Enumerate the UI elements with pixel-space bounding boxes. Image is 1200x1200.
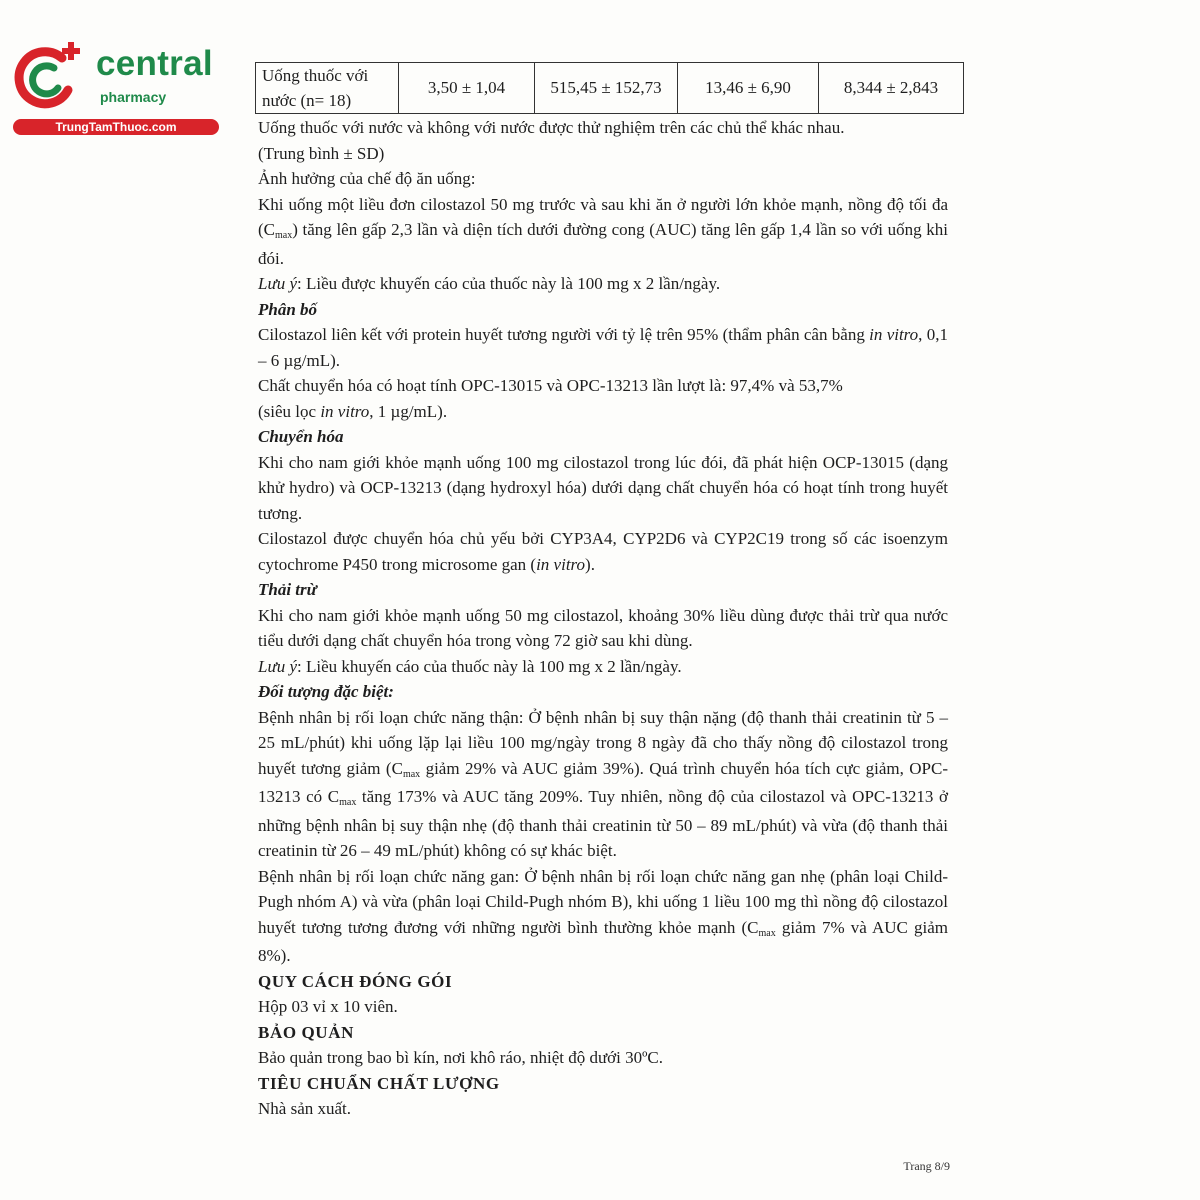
text-run: tăng 173% và AUC tăng 209%. Tuy nhiên, nồng độ của cilostazol và OPC-13213 ở những bệnh nhân bị suy thận nhẹ (độ thanh thải creatinin từ 50 – 89 mL/phút) và vừa (độ thanh thải creatinin từ 26 – 49 mL/phút) không có sự khác biệt.: [258, 787, 949, 860]
paragraph: [258, 705, 948, 864]
paragraph: [258, 399, 948, 425]
text-run: giảm 29% và AUC giảm 39%). Quá trình chuyển hóa tích cực giảm, OPC-13213 có C: [258, 758, 948, 806]
table-cell: 8,344 ± 2,843: [819, 63, 964, 114]
text-run: : Liều được khuyến cáo của thuốc này là 100 mg x 2 lần/ngày.: [297, 274, 721, 293]
paragraph: [258, 864, 948, 969]
document-body: [258, 115, 948, 1122]
section-heading: QUY CÁCH ĐÓNG GÓI: [258, 971, 453, 991]
paragraph: Khi cho nam giới khỏe mạnh uống 100 mg cilostazol trong lúc đói, đã phát hiện OCP-13015 (dạng khử hydro) và OCP-13213 (dạng hydroxyl hóa) dưới dạng chất chuyển hóa có hoạt tính trong huyết tương.: [258, 452, 948, 523]
paragraph: Khi cho nam giới khỏe mạnh uống 50 mg cilostazol, khoảng 30% liều dùng được thải trừ qua nước tiểu dưới dạng chất chuyển hóa trong vòng 72 giờ sau khi dùng.: [258, 605, 948, 650]
paragraph: Nhà sản xuất.: [258, 1099, 352, 1118]
paragraph: Hộp 03 vỉ x 10 viên.: [258, 997, 398, 1016]
table-cell: 13,46 ± 6,90: [678, 63, 819, 114]
paragraph: Bảo quản trong bao bì kín, nơi khô ráo, nhiệt độ dưới 30ºC.: [258, 1048, 664, 1067]
text-run: giảm 7% và AUC giảm 8%).: [258, 917, 948, 965]
text-run: Cilostazol liên kết với protein huyết tương người với tỷ lệ trên 95% (thẩm phân cân bằng: [258, 325, 870, 344]
subscript-max: max: [339, 797, 357, 808]
paragraph: Ảnh hưởng của chế độ ăn uống:: [258, 169, 476, 188]
logo-name: central: [96, 44, 213, 83]
text-run: Bệnh nhân bị rối loạn chức năng thận: Ở bệnh nhân bị suy thận nặng (độ thanh thải creatinin từ 5 – 25 mL/phút) khi uống lặp lại liều 100 mg/ngày trong 8 ngày đã cho thấy nồng độ cilostazol trong huyết tương giảm (C: [258, 707, 948, 778]
text-italic: in vitro: [320, 401, 370, 421]
text-italic: in vitro: [869, 325, 919, 344]
text-run: Cilostazol được chuyển hóa chủ yếu bởi CYP3A4, CYP2D6 và CYP2C19 trong số các isoenzym cytochrome P450 trong microsome gan (: [258, 529, 948, 574]
text-italic: in vitro: [536, 554, 586, 574]
table-row: [256, 63, 964, 114]
logo-url: TrungTamThuoc.com: [13, 119, 219, 135]
text-run: Bệnh nhân bị rối loạn chức năng gan: Ở bệnh nhân bị rối loạn chức năng gan nhẹ (phân loại Child-Pugh nhóm A) và vừa (phân loại Child-Pugh nhóm B), khi uống 1 liều 100 mg thì nồng độ cilostazol huyết tương tương đương với những người bình thường khỏe mạnh (C: [258, 866, 948, 937]
paragraph: Chất chuyển hóa có hoạt tính OPC-13015 và OPC-13213 lần lượt là: 97,4% và 53,7%: [258, 376, 843, 395]
row-label-line2: nước (n= 18): [262, 91, 352, 110]
text-run: Khi uống một liều đơn cilostazol 50 mg trước và sau khi ăn ở người lớn khỏe mạnh, nồng độ tối đa (C: [258, 194, 948, 239]
section-heading: Đối tượng đặc biệt:: [258, 682, 394, 701]
row-label-line1: Uống thuốc với: [262, 66, 369, 85]
note-label: Lưu ý: [258, 274, 298, 293]
table-cell: 515,45 ± 152,73: [535, 63, 678, 114]
subscript-max: max: [758, 927, 776, 939]
text-run: : Liều khuyến cáo của thuốc này là 100 mg x 2 lần/ngày.: [297, 656, 682, 676]
table-cell: 3,50 ± 1,04: [399, 63, 535, 114]
paragraph: [258, 192, 948, 272]
section-heading: TIÊU CHUẨN CHẤT LƯỢNG: [258, 1073, 500, 1093]
pharmacokinetic-table: [255, 62, 964, 114]
paragraph: (Trung bình ± SD): [258, 143, 385, 163]
page-number: Trang 8/9: [903, 1159, 950, 1173]
note: [258, 654, 948, 680]
brand-logo: [10, 38, 215, 138]
paragraph: Uống thuốc với nước và không với nước được thử nghiệm trên các chủ thể khác nhau.: [258, 118, 845, 137]
table-cell-label: [256, 63, 399, 114]
text-run: ) tăng lên gấp 2,3 lần và diện tích dưới đường cong (AUC) tăng lên gấp 1,4 lần so với uống khi đói.: [258, 220, 948, 268]
note-label: Lưu ý: [258, 656, 298, 676]
paragraph: [258, 322, 948, 373]
section-heading: Phân bố: [258, 299, 318, 319]
text-run: ).: [585, 554, 595, 574]
text-run: , 0,1 – 6 µg/mL).: [258, 325, 948, 370]
paragraph: [258, 526, 948, 577]
text-run: , 1 µg/mL).: [369, 401, 448, 421]
subscript-max: max: [402, 768, 421, 780]
section-heading: Thải trừ: [258, 580, 317, 599]
section-heading: Chuyển hóa: [258, 427, 344, 446]
note: [258, 271, 948, 297]
text-run: (siêu lọc: [258, 401, 321, 421]
subscript-max: max: [275, 230, 293, 241]
pharmacy-cross-icon: [10, 38, 90, 118]
section-heading: BẢO QUẢN: [258, 1022, 354, 1042]
logo-subtitle: pharmacy: [100, 89, 167, 105]
